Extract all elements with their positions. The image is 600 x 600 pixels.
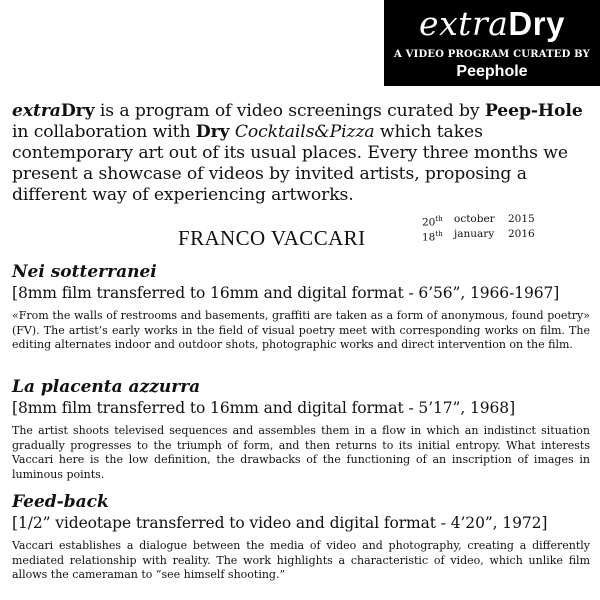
work-spec: [1/2” videotape transferred to video and digital format - 4’20”, 1972] bbox=[12, 514, 548, 532]
intro-cocktails: Cocktails&Pizza bbox=[229, 122, 375, 142]
work-title: Feed-back bbox=[12, 492, 109, 512]
screening-dates bbox=[422, 214, 538, 243]
date-row bbox=[422, 229, 538, 244]
date-day: 20 bbox=[422, 216, 436, 229]
work-description: «From the walls of restrooms and basements, graffiti are taken as a form of anonymous, found poetry» (FV). The artist’s early works in the field of visual poetry meet with corresponding works on film. The editing alternates indoor and outdoor shots, photographic works and direct intervention on the film. bbox=[12, 309, 590, 351]
work-description: The artist shoots televised sequences and assembles them in a flow in which an indistinct situation gradually progresses to the triumph of form, and then returns to its initial entropy. What interests Vaccari here is the low definition, the drawbacks of the functioning of an inscription of images in luminous points. bbox=[12, 424, 590, 481]
date-suffix: th bbox=[435, 229, 443, 238]
artist-name: FRANCO VACCARI bbox=[178, 226, 366, 250]
logo-extra: extra bbox=[419, 4, 509, 43]
intro-text-2: in collaboration with bbox=[12, 122, 196, 142]
intro-text-3: which takes contemporary art out of its usual places. Every three months we present a showcase of videos by invited artists, proposing a different way of experiencing artworks. bbox=[12, 122, 568, 205]
work-spec: [8mm film transferred to 16mm and digital format - 6’56”, 1966-1967] bbox=[12, 284, 560, 302]
curator-name: Peephole bbox=[456, 63, 528, 80]
intro-paragraph bbox=[12, 101, 592, 206]
date-year: 2015 bbox=[508, 213, 535, 225]
work-title: La placenta azzurra bbox=[12, 377, 201, 397]
work-title: Nei sotterranei bbox=[12, 262, 157, 282]
intro-peephole: Peep-Hole bbox=[484, 101, 583, 121]
intro-text-1: is a program of video screenings curated by bbox=[94, 101, 485, 121]
work-spec: [8mm film transferred to 16mm and digital format - 5’17”, 1968] bbox=[12, 399, 516, 417]
date-day: 18 bbox=[422, 231, 436, 243]
intro-extra: extra bbox=[12, 101, 61, 121]
date-year: 2016 bbox=[508, 227, 535, 240]
date-month: october bbox=[454, 213, 495, 225]
intro-dry-2: Dry bbox=[195, 122, 230, 142]
logo-dry: Dry bbox=[508, 5, 565, 42]
date-suffix: th bbox=[435, 215, 443, 223]
header-banner bbox=[384, 0, 600, 86]
work-description: Vaccari establishes a dialogue between the media of video and photography, creating a differently mediated relationship with reality. The work highlights a characteristic of video, which unlike film allows the cameraman to “see himself shooting.” bbox=[12, 539, 590, 581]
date-row bbox=[422, 214, 538, 229]
program-logo bbox=[384, 4, 600, 44]
program-subtitle: A VIDEO PROGRAM CURATED BY bbox=[394, 49, 590, 60]
date-month: january bbox=[454, 227, 495, 240]
intro-dry: Dry bbox=[60, 101, 95, 121]
